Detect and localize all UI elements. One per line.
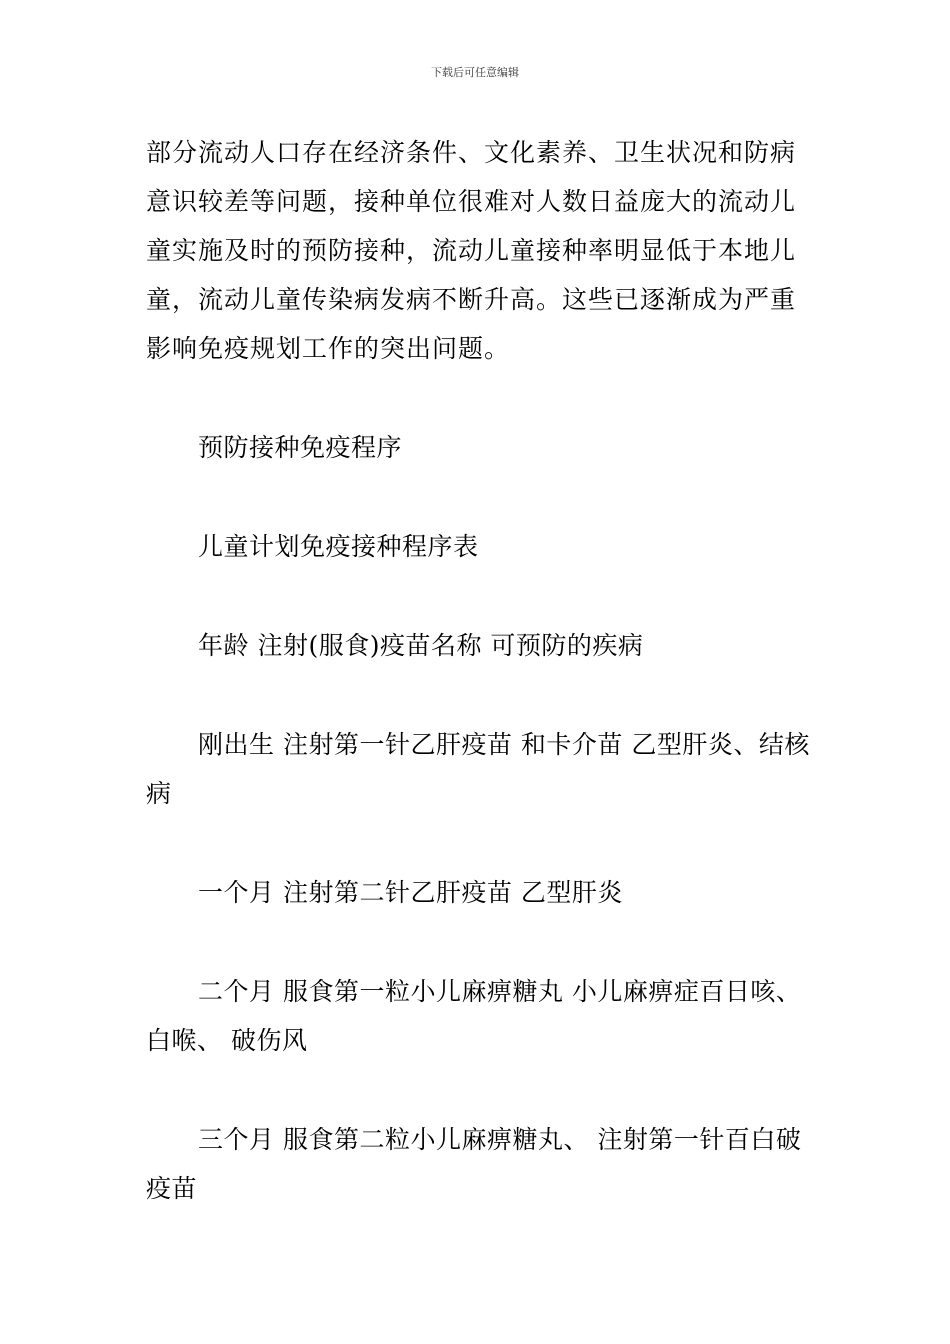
section-heading-immunization-schedule: 预防接种免疫程序: [198, 433, 403, 462]
table-title: 儿童计划免疫接种程序表: [198, 532, 479, 561]
document-body: [146, 128, 816, 1213]
table-header-row: 年龄 注射(服食)疫苗名称 可预防的疾病: [198, 631, 644, 660]
schedule-row-three-months: 三个月 服食第二粒小儿麻痹糖丸、 注射第一针百白破疫苗: [146, 1125, 802, 1203]
page-header: 下载后可任意编辑: [431, 66, 519, 79]
schedule-row-newborn: 刚出生 注射第一针乙肝疫苗 和卡介苗 乙型肝炎、结核病: [146, 730, 810, 808]
schedule-row-two-months: 二个月 服食第一粒小儿麻痹糖丸 小儿麻痹症百日咳、白喉、 破伤风: [146, 977, 802, 1055]
paragraph-intro: 部分流动人口存在经济条件、文化素养、卫生状况和防病意识较差等问题，接种单位很难对人数日益庞大的流动儿童实施及时的预防接种，流动儿童接种率明显低于本地儿童，流动儿童传染病发病不断升高。这些已逐渐成为严重影响免疫规划工作的突出问题。: [146, 138, 797, 363]
schedule-row-one-month: 一个月 注射第二针乙肝疫苗 乙型肝炎: [198, 878, 623, 907]
